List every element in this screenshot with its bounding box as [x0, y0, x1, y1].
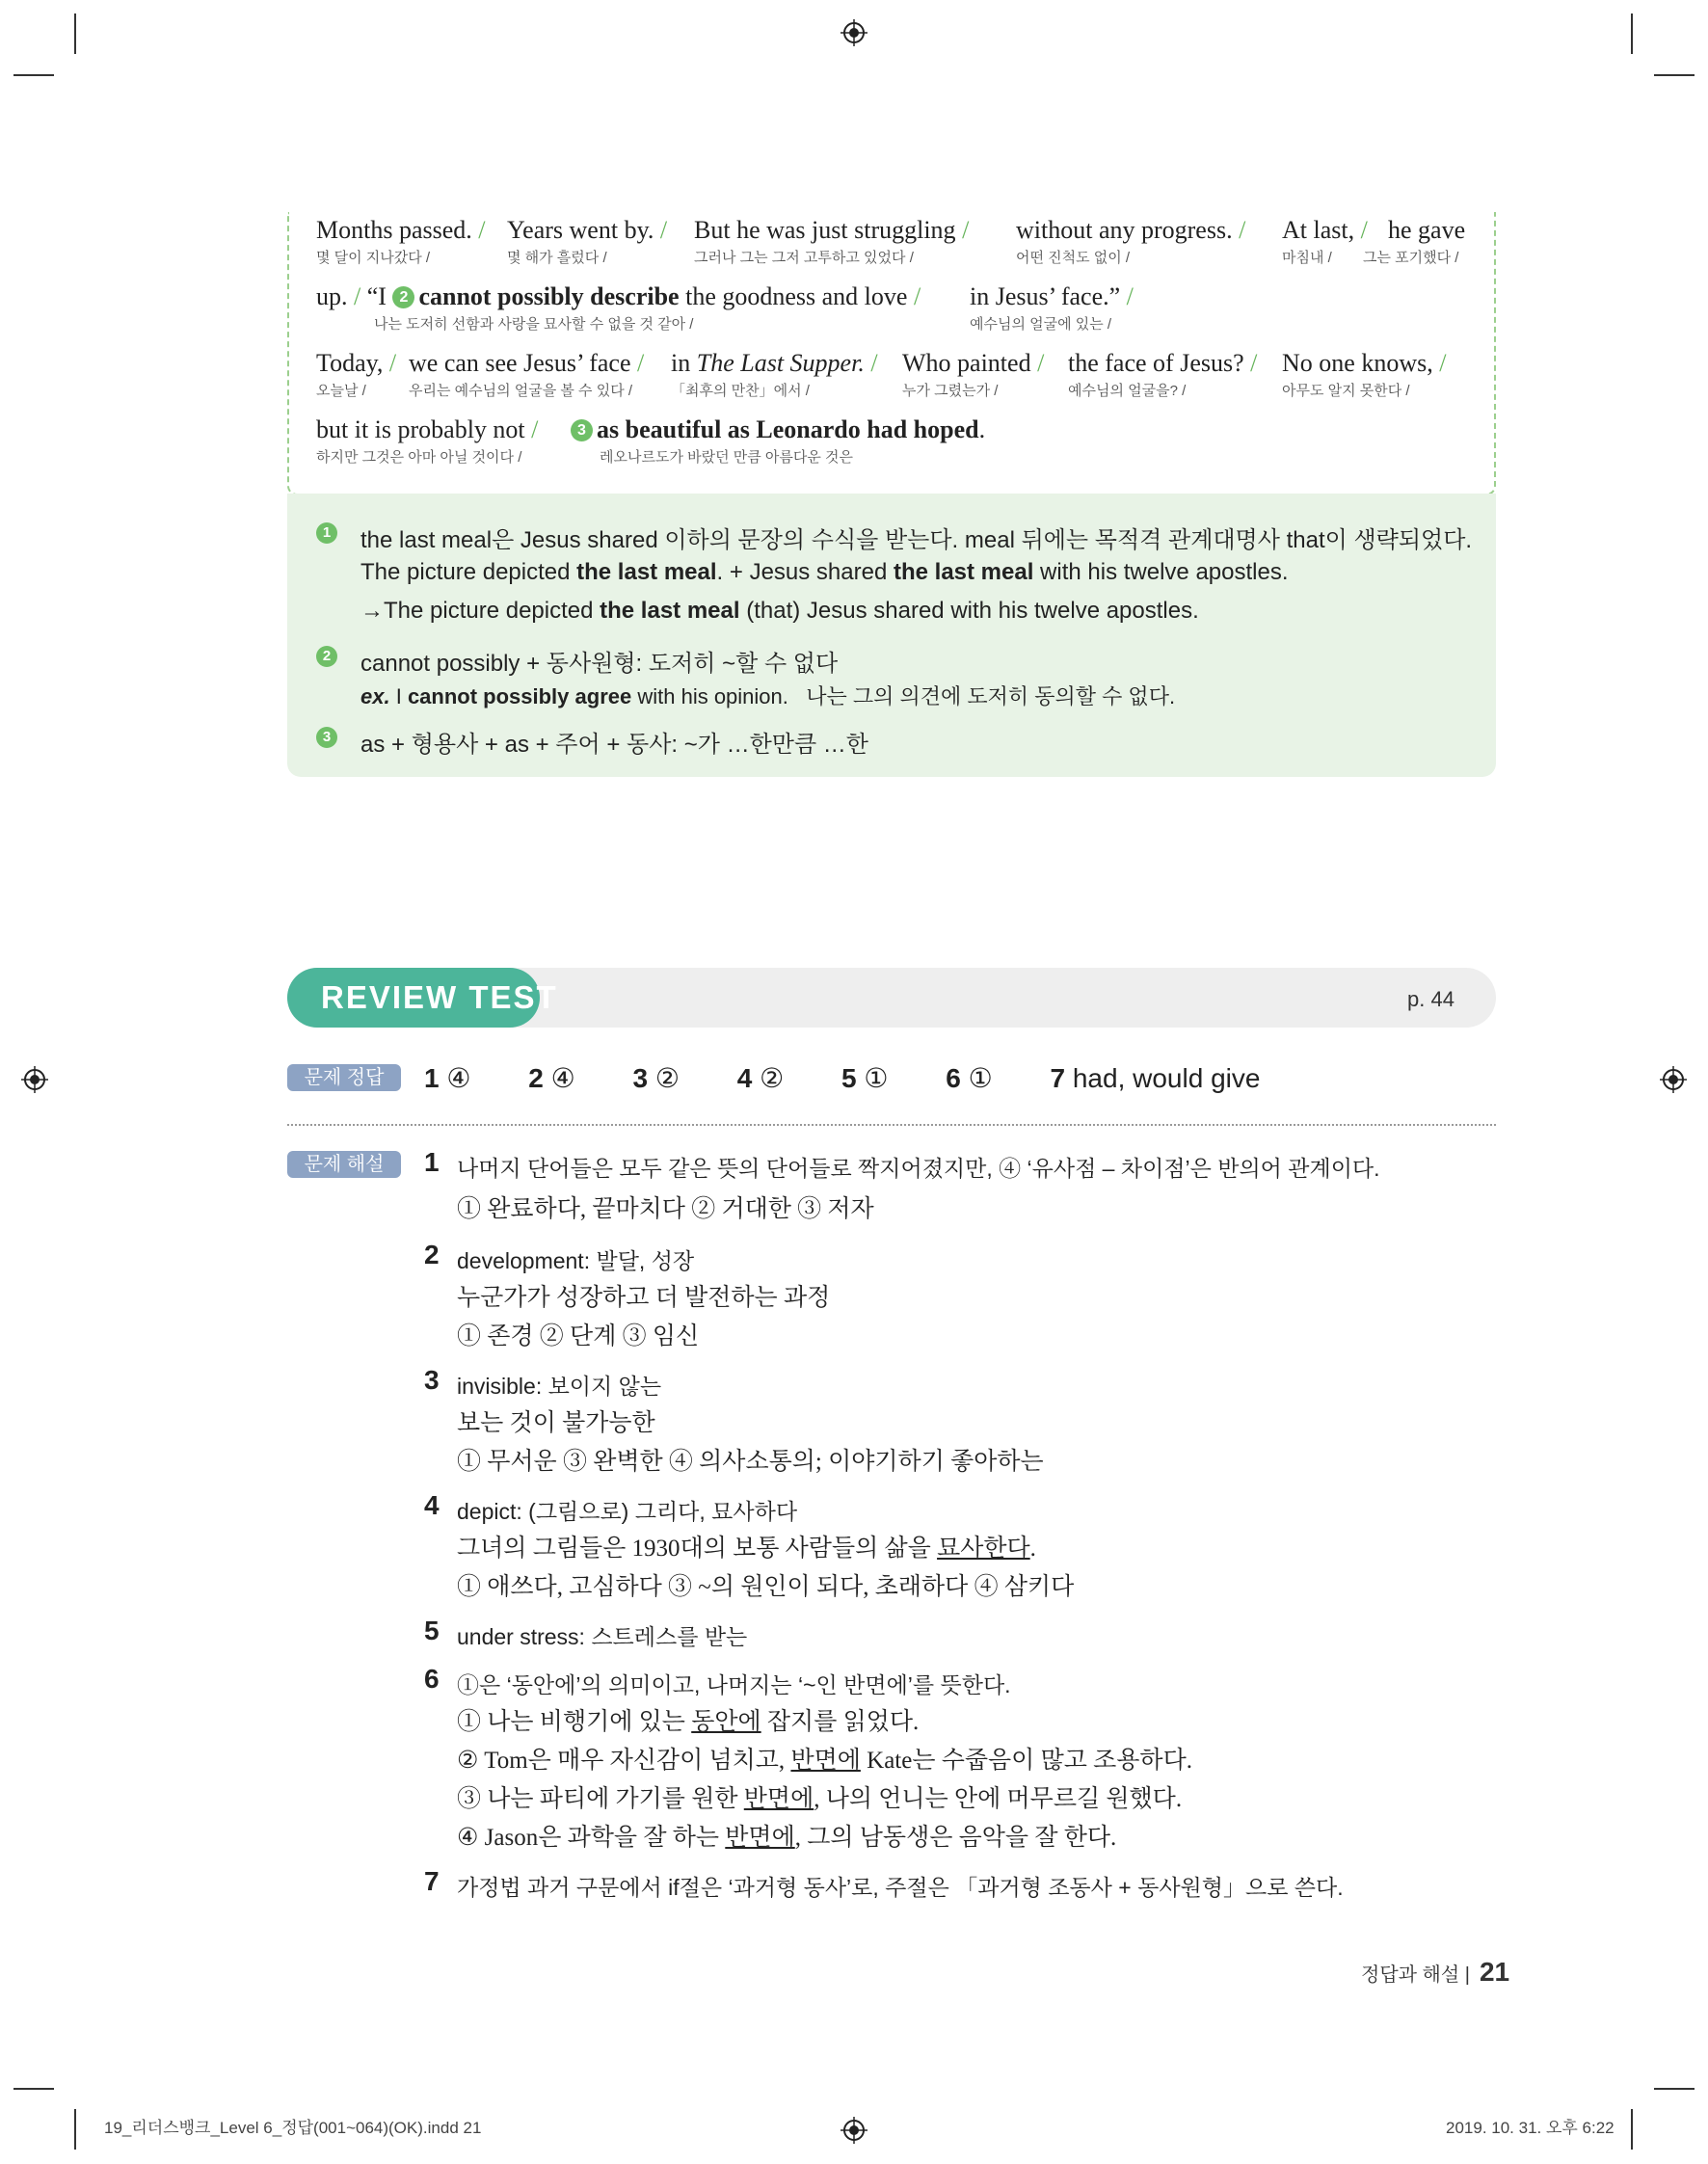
reading-en-segment: without any progress. / [1016, 216, 1246, 244]
answer-item: 4 ② [736, 1063, 785, 1093]
question-number: 3 [424, 1365, 440, 1395]
reading-kr-gloss: 우리는 예수님의 얼굴을 볼 수 있다 / [409, 383, 633, 399]
crop-mark-icon [1631, 13, 1633, 54]
registration-mark-icon [841, 19, 867, 46]
registration-mark-icon [1660, 1066, 1687, 1093]
reading-kr-gloss: 나는 도저히 선함과 사랑을 묘사할 수 없을 것 같아 / [374, 316, 694, 333]
reading-kr-gloss: 마침내 / [1282, 250, 1332, 266]
question-choices: ① 완료하다, 끝마치다 ② 거대한 ③ 저자 [457, 1196, 874, 1222]
reading-passage-box [287, 212, 1496, 495]
page-footer: 정답과 해설 | 21 [1361, 1957, 1510, 1987]
reading-en-segment: Years went by. / [507, 216, 668, 244]
reading-en-segment: in Jesus’ face.” / [970, 282, 1134, 310]
question-number: 4 [424, 1490, 440, 1520]
answer-tag: 문제 정답 [287, 1064, 401, 1091]
reading-en-segment: At last, / [1282, 216, 1368, 244]
question-definition: 누군가가 성장하고 더 발전하는 과정 [457, 1285, 831, 1311]
question-sentence: ① 나는 비행기에 있는 동안에 잡지를 읽었다. [457, 1709, 920, 1735]
note-example: ex. I cannot possibly agree with his opinion. 나는 그의 의견에 도저히 동의할 수 없다. [360, 684, 1176, 708]
question-sentence: 그녀의 그림들은 1930대의 보통 사람들의 삶을 묘사한다. [457, 1536, 1036, 1562]
grammar-notes-box [287, 494, 1496, 777]
reading-en-segment: Today, / [316, 349, 397, 377]
question-choices: ① 애쓰다, 고심하다 ③ ~의 원인이 되다, 초래하다 ④ 삼키다 [457, 1574, 1075, 1600]
crop-mark-icon [13, 2088, 54, 2090]
grammar-point-marker: 3 [571, 419, 593, 441]
answer-item: 1 ④ [424, 1063, 471, 1093]
page-number: 21 [1479, 1957, 1510, 1987]
question-number: 5 [424, 1616, 440, 1645]
question-number: 1 [424, 1147, 440, 1177]
reading-en-segment: Who painted / [902, 349, 1045, 377]
answer-item: 7 had, would give [1050, 1063, 1261, 1093]
reading-kr-gloss: 아무도 알지 못한다 / [1282, 383, 1410, 399]
print-slug-date: 2019. 10. 31. 오후 6:22 [1446, 2119, 1615, 2137]
registration-mark-icon [21, 1066, 48, 1093]
reading-en-segment: 3 as beautiful as Leonardo had hoped. [571, 415, 985, 444]
reading-en-segment: we can see Jesus’ face / [409, 349, 645, 377]
reading-en-segment: up. / “I 2 cannot possibly describe the goodness and love / [316, 282, 921, 310]
question-explanation: 가정법 과거 구문에서 if절은 ‘과거형 동사’로, 주절은 「과거형 조동사 + 동사원형」으로 쓴다. [457, 1875, 1344, 1900]
question-explanation: depict: (그림으로) 그리다, 묘사하다 [457, 1499, 798, 1524]
explanation-tag: 문제 해설 [287, 1151, 401, 1178]
answer-list [424, 1062, 1310, 1094]
reading-en-segment: No one knows, / [1282, 349, 1447, 377]
note-number-icon: 3 [316, 727, 337, 748]
question-number: 7 [424, 1866, 440, 1896]
note-text: as + 형용사 + as + 주어 + 동사: ~가 …한만큼 …한 [360, 732, 868, 758]
note-text: The picture depicted the last meal. + Jesus shared the last meal with his twelve apostles. [360, 559, 1289, 585]
reading-kr-gloss: 그러나 그는 그저 고투하고 있었다 / [694, 250, 914, 266]
question-definition: 보는 것이 불가능한 [457, 1410, 655, 1436]
divider [287, 1124, 1496, 1126]
reading-en-segment: the face of Jesus? / [1068, 349, 1258, 377]
note-number-icon: 1 [316, 522, 337, 544]
question-explanation: ①은 ‘동안에’의 의미이고, 나머지는 ‘~인 반면에’를 뜻한다. [457, 1672, 1011, 1697]
reading-kr-gloss: 어떤 진척도 없이 / [1016, 250, 1131, 266]
question-choices: ① 무서운 ③ 완벽한 ④ 의사소통의; 이야기하기 좋아하는 [457, 1449, 1044, 1475]
reading-kr-gloss: 하지만 그것은 아마 아닐 것이다 / [316, 449, 522, 466]
question-number: 6 [424, 1664, 440, 1694]
question-sentence: ④ Jason은 과학을 잘 하는 반면에, 그의 남동생은 음악을 잘 한다. [457, 1825, 1117, 1851]
question-number: 2 [424, 1240, 440, 1269]
reading-en-segment: in The Last Supper. / [671, 349, 878, 377]
crop-mark-icon [74, 13, 76, 54]
answer-item: 3 ② [632, 1063, 680, 1093]
answer-item: 6 ① [946, 1063, 993, 1093]
reading-kr-gloss: 몇 해가 흘렀다 / [507, 250, 607, 266]
reading-kr-gloss: 오늘날 / [316, 383, 366, 399]
crop-mark-icon [1631, 2109, 1633, 2150]
review-test-title: REVIEW TEST [321, 979, 558, 1015]
note-number-icon: 2 [316, 646, 337, 667]
registration-mark-icon [841, 2117, 867, 2144]
question-choices: ① 존경 ② 단계 ③ 임신 [457, 1323, 700, 1349]
grammar-point-marker: 2 [392, 286, 414, 308]
answer-item: 5 ① [841, 1063, 889, 1093]
note-text: →The picture depicted the last meal (that) Jesus shared with his twelve apostles. [360, 598, 1199, 624]
reading-en-segment: But he was just struggling / [694, 216, 970, 244]
reading-en-segment: he gave [1388, 216, 1466, 244]
question-explanation: 나머지 단어들은 모두 같은 뜻의 단어들로 짝지어졌지만, ④ ‘유사점 – 차이점’은 반의어 관계이다. [457, 1156, 1380, 1181]
reading-en-segment: but it is probably not / [316, 415, 539, 443]
note-text: cannot possibly + 동사원형: 도저히 ~할 수 없다 [360, 651, 839, 677]
question-explanation: under stress: 스트레스를 받는 [457, 1624, 748, 1649]
question-sentence: ③ 나는 파티에 가기를 원한 반면에, 나의 언니는 안에 머무르길 원했다. [457, 1786, 1183, 1812]
reading-kr-gloss: 그는 포기했다 / [1363, 250, 1459, 266]
reading-kr-gloss: 예수님의 얼굴에 있는 / [970, 316, 1112, 333]
print-slug-file: 19_리더스뱅크_Level 6_정답(001~064)(OK).indd 21 [104, 2119, 482, 2137]
question-sentence: ② Tom은 매우 자신감이 넘치고, 반면에 Kate는 수줍음이 많고 조용하다. [457, 1748, 1192, 1774]
question-explanation: invisible: 보이지 않는 [457, 1374, 662, 1399]
reading-kr-gloss: 누가 그렸는가 / [902, 383, 999, 399]
reading-kr-gloss: 예수님의 얼굴을? / [1068, 383, 1187, 399]
crop-mark-icon [74, 2109, 76, 2150]
reading-kr-gloss: 몇 달이 지나갔다 / [316, 250, 431, 266]
question-explanation: development: 발달, 성장 [457, 1248, 695, 1273]
reading-en-segment: Months passed. / [316, 216, 486, 244]
crop-mark-icon [13, 74, 54, 76]
crop-mark-icon [1654, 2088, 1695, 2090]
crop-mark-icon [1654, 74, 1695, 76]
reading-kr-gloss: 「최후의 만찬」에서 / [671, 383, 810, 399]
answer-item: 2 ④ [528, 1063, 575, 1093]
page-reference: p. 44 [1407, 987, 1454, 1011]
note-text: the last meal은 Jesus shared 이하의 문장의 수식을 받는다. meal 뒤에는 목적격 관계대명사 that이 생략되었다. [360, 527, 1473, 553]
reading-kr-gloss: 레오나르도가 바랐던 만큼 아름다운 것은 [600, 449, 854, 466]
